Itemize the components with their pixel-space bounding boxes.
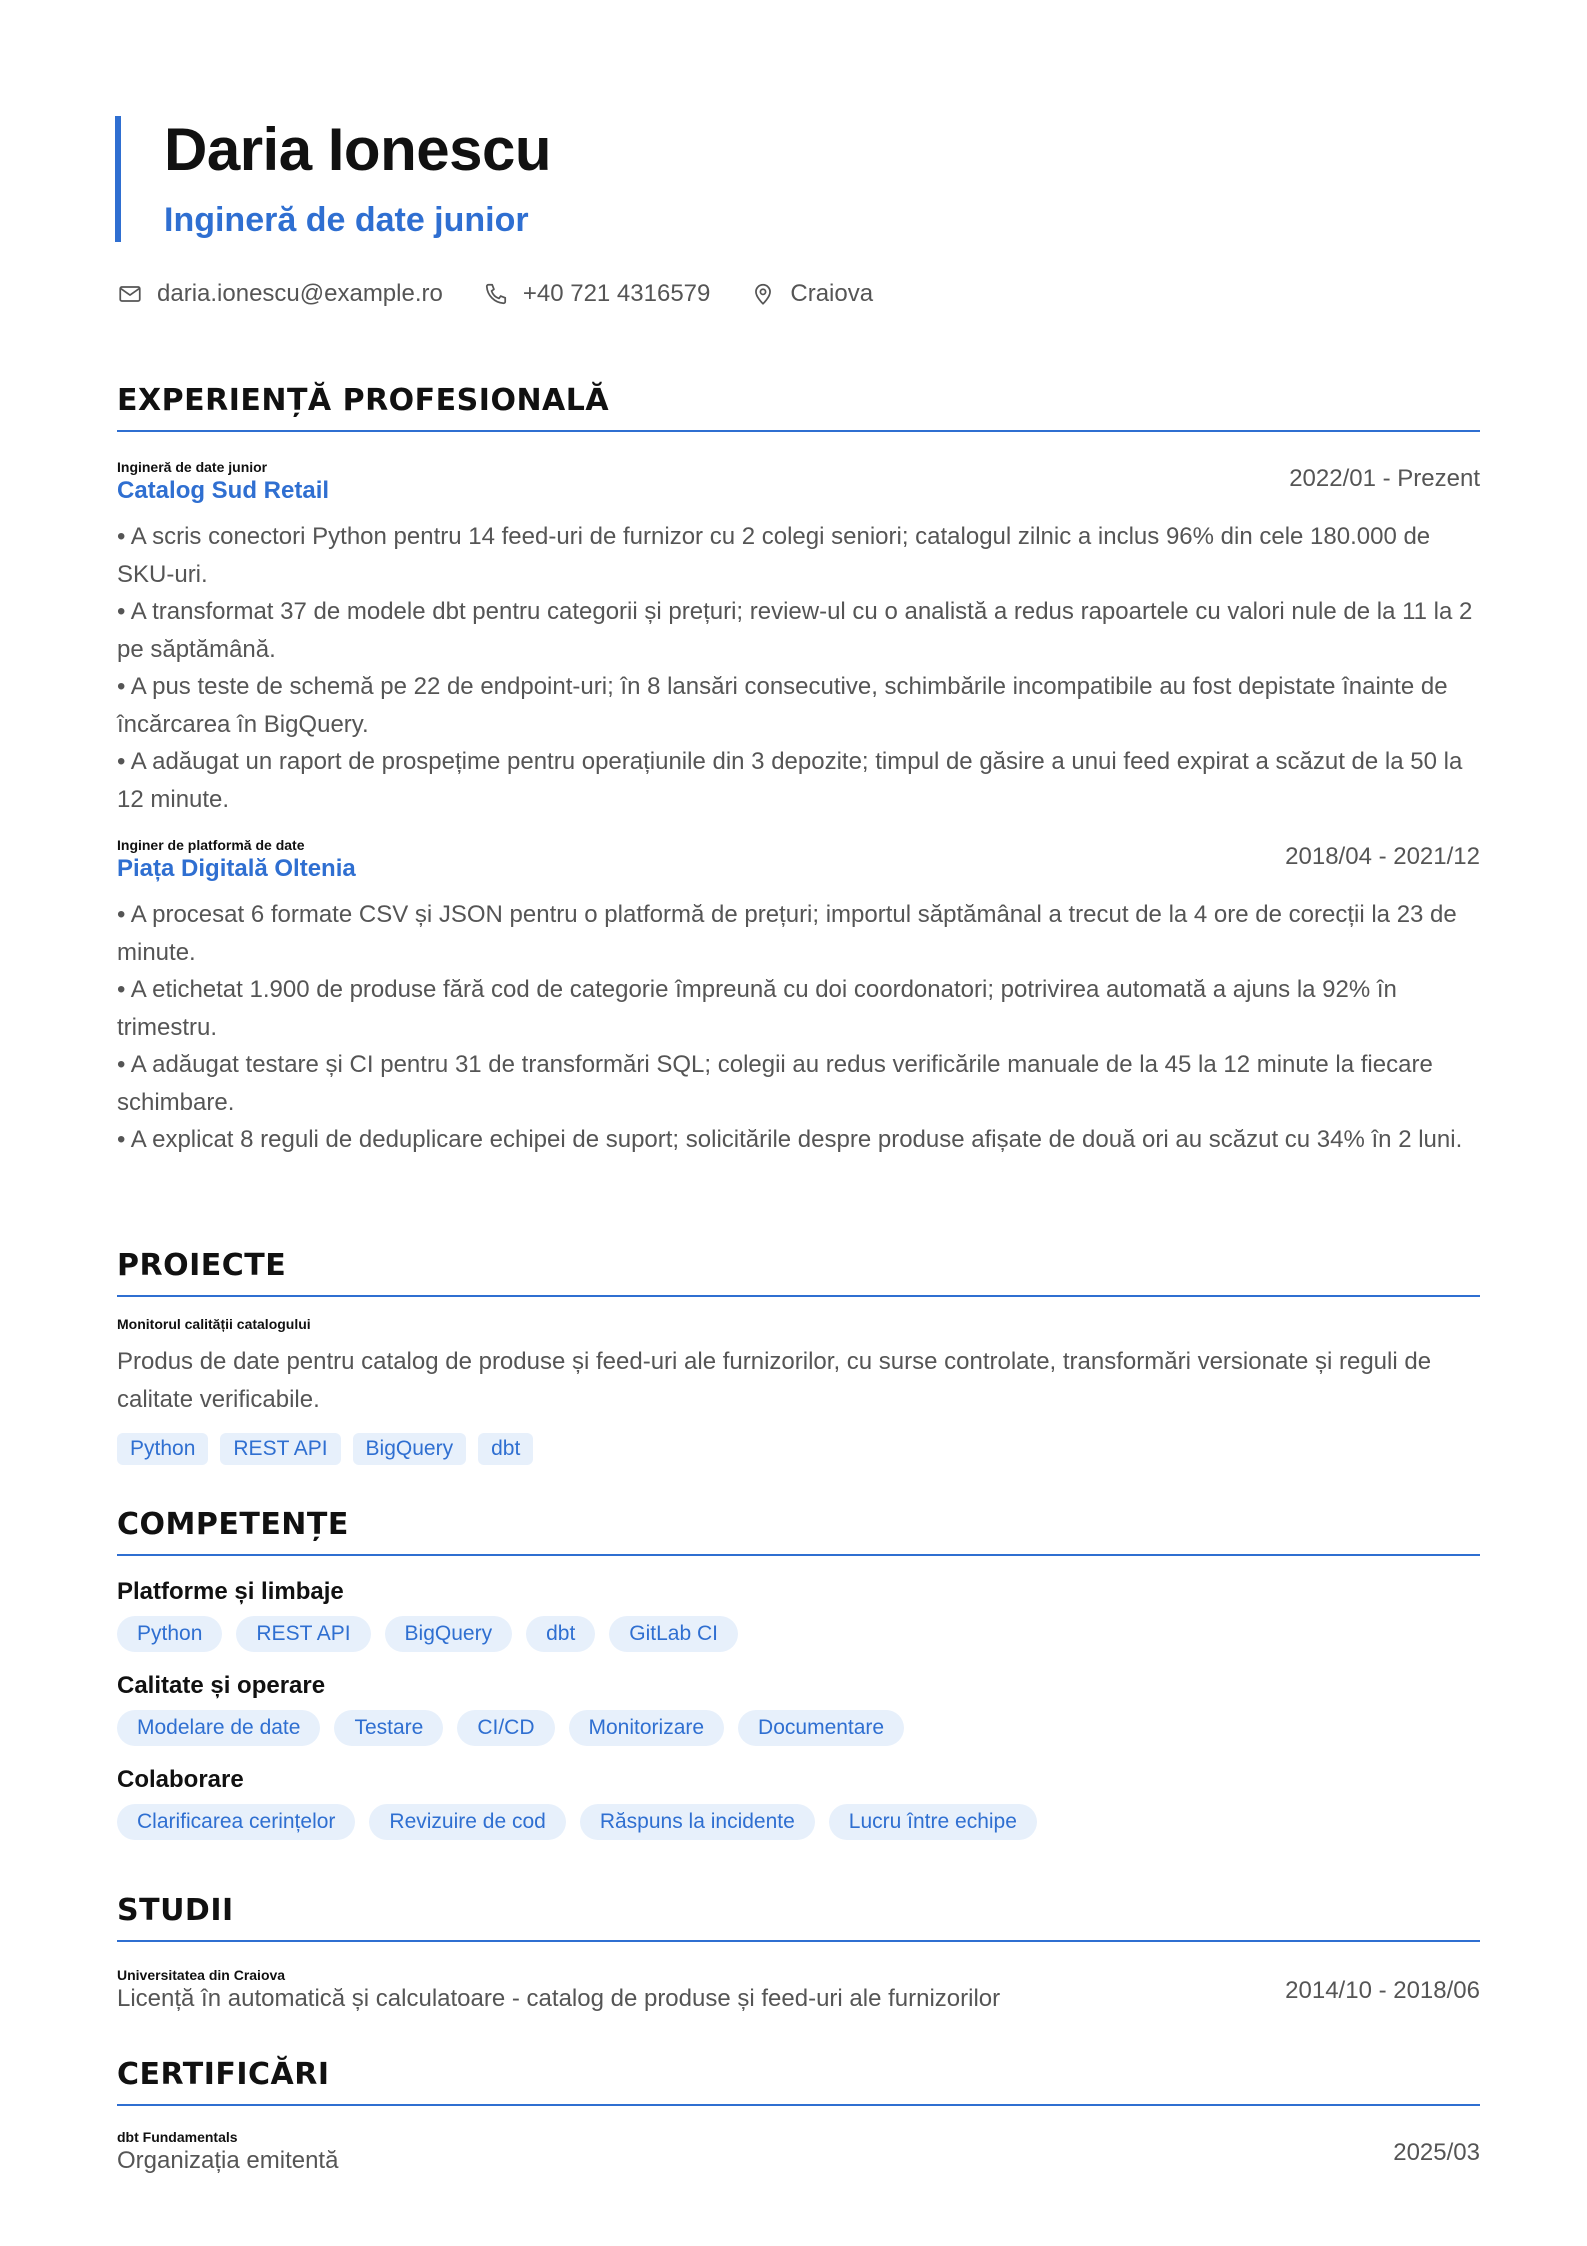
skill-group xyxy=(117,1670,1480,1746)
job-dates: 2018/04 - 2021/12 xyxy=(1285,843,1480,870)
projects-section xyxy=(117,1246,1480,1465)
skill-pill: Documentare xyxy=(738,1710,904,1746)
job-bullet: • A adăugat un raport de prospețime pentru operațiunile din 3 depozite; timpul de găsire a unui feed expirat a scăzut de la 50 la 12 minute. xyxy=(117,748,1463,813)
project-tag: BigQuery xyxy=(353,1433,467,1465)
skill-pill: Răspuns la incidente xyxy=(580,1804,815,1840)
skill-pill: GitLab CI xyxy=(609,1616,738,1652)
degree-text: Licență în automatică și calculatoare - catalog de produse și feed-uri ale furnizorilor xyxy=(117,1985,1001,2012)
project-tag: REST API xyxy=(220,1433,340,1465)
experience-section xyxy=(117,381,1480,1159)
skill-pills xyxy=(117,1804,1480,1840)
section-title: STUDII xyxy=(117,1893,234,1928)
resume-header xyxy=(115,116,551,242)
job-bullets xyxy=(117,518,1480,818)
phone-icon xyxy=(483,281,509,307)
skill-group-title: Colaborare xyxy=(117,1766,244,1793)
project-tag: Python xyxy=(117,1433,208,1465)
job-bullet: • A explicat 8 reguli de deduplicare echipei de suport; solicitările despre produse afișate de două ori au scăzut cu 34% în 2 luni. xyxy=(117,1126,1463,1153)
candidate-name: Daria Ionescu xyxy=(164,116,551,183)
job-bullet: • A pus teste de schemă pe 22 de endpoint-uri; în 8 lansări consecutive, schimbările incompatibile au fost depistate înainte de încărcarea în BigQuery. xyxy=(117,673,1448,738)
company-name: Catalog Sud Retail xyxy=(117,477,330,504)
job-bullet: • A etichetat 1.900 de produse fără cod de categorie împreună cu doi coordonatori; potrivirea automată a ajuns la 92% în trimestru. xyxy=(117,976,1397,1041)
job-bullet: • A scris conectori Python pentru 14 feed-uri de furnizor cu 2 colegi seniori; catalogul zilnic a inclus 96% din cele 180.000 de SKU-uri. xyxy=(117,523,1431,588)
skill-pill: dbt xyxy=(526,1616,595,1652)
candidate-role: Ingineră de date junior xyxy=(164,201,529,239)
section-divider xyxy=(117,2104,1480,2106)
project-name: Monitorul calității catalogului xyxy=(117,1316,311,1332)
section-title: EXPERIENȚĂ PROFESIONALĂ xyxy=(117,383,610,418)
section-title: COMPETENȚE xyxy=(117,1507,349,1542)
skill-pill: Revizuire de cod xyxy=(369,1804,565,1840)
job-dates: 2022/01 - Prezent xyxy=(1289,465,1480,492)
skill-pill: BigQuery xyxy=(385,1616,513,1652)
skills-section xyxy=(117,1505,1480,1840)
job-bullet: • A transformat 37 de modele dbt pentru categorii și prețuri; review-ul cu o analistă a redus rapoartele cu valori nule de la 11 la 2 pe săptămână. xyxy=(117,598,1473,663)
project-entry xyxy=(117,1315,1480,1465)
job-bullet: • A procesat 6 formate CSV și JSON pentru o platformă de prețuri; importul săptămânal a trecut de la 4 ore de corecții la 23 de minute. xyxy=(117,901,1457,966)
school-name: Universitatea din Craiova xyxy=(117,1967,286,1983)
education-dates: 2014/10 - 2018/06 xyxy=(1285,1977,1480,2004)
skill-pill: Python xyxy=(117,1616,222,1652)
skill-pill: CI/CD xyxy=(457,1710,554,1746)
section-divider xyxy=(117,1554,1480,1556)
skill-group xyxy=(117,1764,1480,1840)
contact-location xyxy=(750,280,873,308)
skill-pills xyxy=(117,1616,1480,1652)
skill-pill: Lucru între echipe xyxy=(829,1804,1037,1840)
job-bullet: • A adăugat testare și CI pentru 31 de transformări SQL; colegii au redus verificările manuale de la 45 la 12 minute la fiecare schimbare. xyxy=(117,1051,1433,1116)
contact-bar xyxy=(117,280,913,308)
education-section xyxy=(117,1891,1480,2014)
project-tag: dbt xyxy=(478,1433,533,1465)
location-pin-icon xyxy=(750,281,776,307)
skill-pill: REST API xyxy=(236,1616,370,1652)
section-divider xyxy=(117,1940,1480,1942)
certification-entry xyxy=(117,2128,1480,2176)
skill-group xyxy=(117,1576,1480,1652)
certification-date: 2025/03 xyxy=(1393,2139,1480,2166)
skill-pills xyxy=(117,1710,1480,1746)
job-bullets xyxy=(117,896,1480,1159)
section-divider xyxy=(117,1295,1480,1297)
job-title: Inginer de platformă de date xyxy=(117,837,305,853)
email-text: daria.ionescu@example.ro xyxy=(157,280,443,307)
skill-pill: Modelare de date xyxy=(117,1710,320,1746)
skill-pill: Monitorizare xyxy=(569,1710,725,1746)
skill-pill: Clarificarea cerințelor xyxy=(117,1804,355,1840)
job-entry xyxy=(117,458,1480,818)
education-entry xyxy=(117,1966,1480,2014)
skill-group-title: Platforme și limbaje xyxy=(117,1578,344,1605)
section-title: PROIECTE xyxy=(117,1248,287,1283)
project-tags xyxy=(117,1433,1480,1465)
section-title: CERTIFICĂRI xyxy=(117,2057,330,2092)
skill-group-title: Calitate și operare xyxy=(117,1672,326,1699)
skill-pill: Testare xyxy=(334,1710,443,1746)
phone-text: +40 721 4316579 xyxy=(522,280,711,307)
project-description: Produs de date pentru catalog de produse și feed-uri ale furnizorilor, cu surse controlate, transformări versionate și reguli de calitate verificabile. xyxy=(117,1348,1432,1413)
mail-icon xyxy=(117,281,143,307)
job-entry xyxy=(117,836,1480,1159)
contact-phone[interactable] xyxy=(483,280,711,308)
certifications-section xyxy=(117,2055,1480,2176)
contact-email[interactable] xyxy=(117,280,443,308)
job-title: Ingineră de date junior xyxy=(117,459,268,475)
location-text: Craiova xyxy=(790,280,874,307)
certification-name: dbt Fundamentals xyxy=(117,2129,238,2145)
section-divider xyxy=(117,430,1480,432)
company-name: Piața Digitală Oltenia xyxy=(117,855,356,882)
certification-issuer: Organizația emitentă xyxy=(117,2147,339,2174)
